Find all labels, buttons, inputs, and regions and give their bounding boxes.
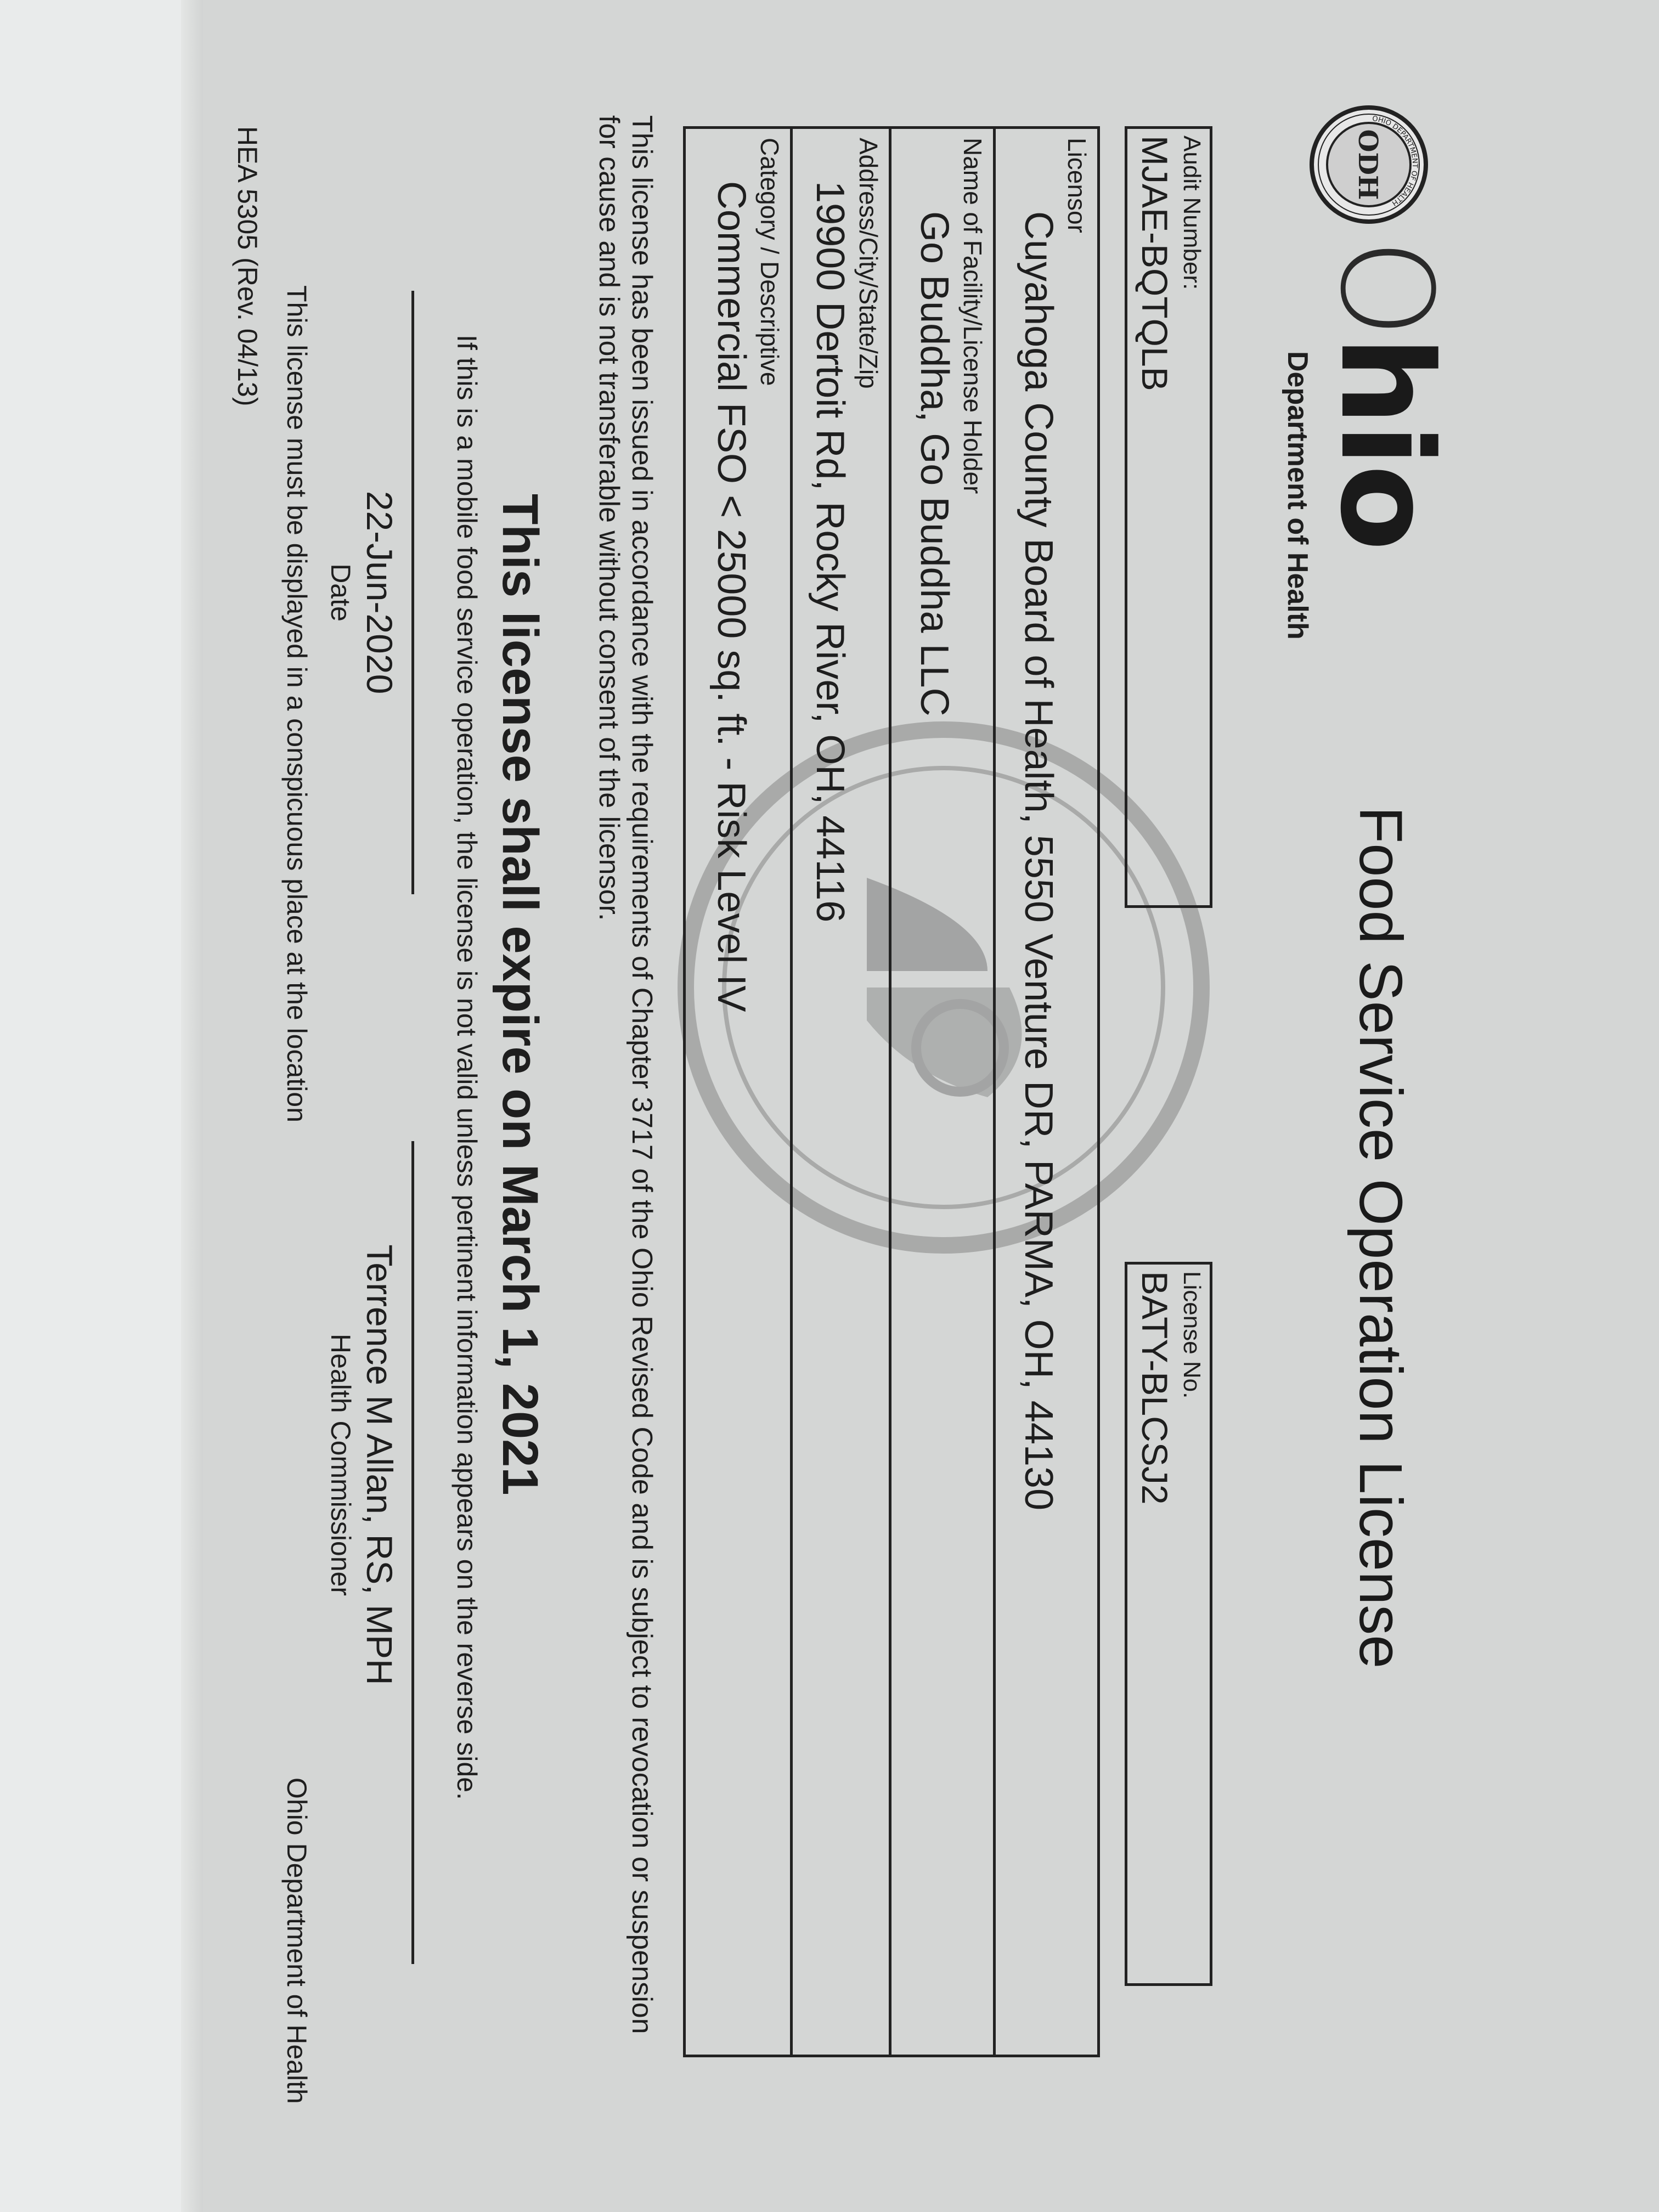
licensor-label: Licensor bbox=[1063, 138, 1091, 233]
expiration-notice: This license shall expire on March 1, 2021 bbox=[492, 494, 548, 1496]
issuance-statement-line-2: for cause and is not transferable without consent of the licensor. bbox=[593, 115, 625, 921]
commissioner-title: Health Commissioner bbox=[325, 1334, 356, 1596]
address-row bbox=[790, 126, 891, 2057]
date-signature-line bbox=[411, 291, 414, 894]
commissioner-name: Terrence M Allan, RS, MPH bbox=[359, 1244, 400, 1685]
category-label: Category / Descriptive bbox=[755, 138, 784, 386]
commissioner-signature-line bbox=[411, 1141, 414, 1964]
audit-number-value: MJAE-BQTQLB bbox=[1135, 136, 1175, 391]
license-number-label: License No. bbox=[1178, 1271, 1205, 1399]
footer-agency: Ohio Department of Health bbox=[281, 1778, 312, 2104]
display-note: This license must be displayed in a conspicuous place at the location bbox=[281, 285, 312, 1122]
department-name: Department of Health bbox=[1282, 351, 1313, 640]
licensor-value: Cuyahoga County Board of Health, 5550 Venture DR, PARMA, OH, 44130 bbox=[1017, 211, 1060, 1511]
audit-number-label: Audit Number: bbox=[1178, 136, 1205, 290]
svg-text:ODH: ODH bbox=[1352, 129, 1383, 200]
category-row bbox=[683, 126, 793, 2057]
issuance-statement-line-1: This license has been issued in accordance with the requirements of Chapter 3717 of the Ohio Revised Code and is subject to revocation or suspension bbox=[626, 115, 658, 2034]
paper-fold-edge bbox=[181, 0, 203, 2212]
issue-date: 22-Jun-2020 bbox=[359, 490, 400, 695]
svg-text:OHIO DEPARTMENT OF HEALTH: OHIO DEPARTMENT OF HEALTH bbox=[1372, 115, 1419, 207]
date-caption: Date bbox=[325, 563, 356, 622]
address-label: Address/City/State/Zip bbox=[854, 138, 883, 389]
audit-number-box bbox=[1125, 126, 1212, 908]
form-id: HEA 5305 (Rev. 04/13) bbox=[232, 126, 263, 407]
category-value: Commercial FSO < 25000 sq. ft. - Risk Level IV bbox=[709, 181, 753, 1012]
mobile-operation-note: If this is a mobile food service operation, the license is not valid unless pertinent information appears on the reverse side. bbox=[452, 335, 482, 1800]
document-title: Food Service Operation License bbox=[1347, 806, 1414, 1669]
licensor-row bbox=[993, 126, 1100, 2057]
license-number-box bbox=[1125, 1262, 1212, 1986]
facility-row bbox=[889, 126, 996, 2057]
facility-value: Go Buddha, Go Buddha LLC bbox=[912, 211, 956, 716]
facility-label: Name of Facility/License Holder bbox=[958, 138, 987, 494]
license-document bbox=[208, 44, 1470, 2162]
address-value: 19900 Dertoit Rd, Rocky River, OH, 44116 bbox=[808, 181, 852, 923]
ohio-wordmark: Ohio bbox=[1312, 239, 1459, 549]
odh-seal-logo bbox=[1308, 104, 1429, 225]
license-number-value: BATY-BLCSJ2 bbox=[1135, 1271, 1175, 1505]
